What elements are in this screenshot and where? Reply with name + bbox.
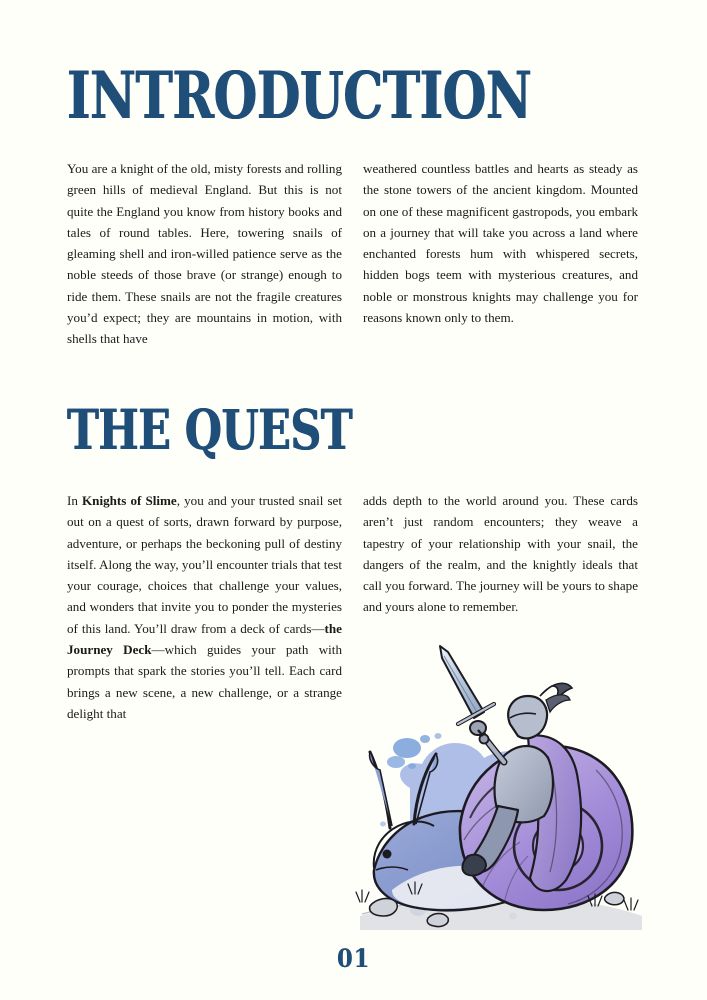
section-heading-introduction: INTRODUCTION xyxy=(67,58,532,135)
paragraph-quest-left: In Knights of Slime, you and your trusted snail set out on a quest of sorts, drawn forward by purpose, adventure, or perhaps the beckoning pull of destiny itself. Along the way, you’ll encounter trials that test your courage, choices that challenge your values, and wonders that invite you to ponder the mysteries of this land. You’ll draw from a deck of cards—the Journey Deck—which guides your path with prompts that spark the stories you’ll tell. Each card brings a new scene, a new challenge, or a strange delight that xyxy=(67,493,342,721)
paragraph-intro-left: You are a knight of the old, misty forests and rolling green hills of medieval England. But this is not quite the England you know from history books and tales of round tables. Here, towering snails of gleaming shell and iron-willed patience serve as the noble steeds of those brave (or strange) enough to ride them. These snails are not the fragile creatures you’d expect; they are mountains in motion, with shells that have xyxy=(67,161,342,347)
section-introduction-columns xyxy=(67,158,639,350)
column-left xyxy=(67,490,342,724)
paragraph-quest-right: adds depth to the world around you. These cards aren’t just random encounters; they weave a tapestry of your relationship with your snail, the dangers of the realm, and the knightly ideals that call you forward. The journey will be yours to shape and yours alone to remember. xyxy=(363,493,638,615)
page-number: 01 xyxy=(336,944,371,973)
knight-riding-snail-illustration xyxy=(352,638,647,930)
column-right xyxy=(363,158,638,350)
section-heading-the-quest: THE QUEST xyxy=(67,397,353,463)
paragraph-intro-right: weathered countless battles and hearts as steady as the stone towers of the ancient kingdom. Mounted on one of these magnificent gastropods, you embark on a journey that will take you across a land where enchanted forests hum with whispered secrets, hidden bogs teem with mysterious creatures, and noble or monstrous knights may challenge you for reasons known only to them. xyxy=(363,161,638,326)
column-left xyxy=(67,158,342,350)
